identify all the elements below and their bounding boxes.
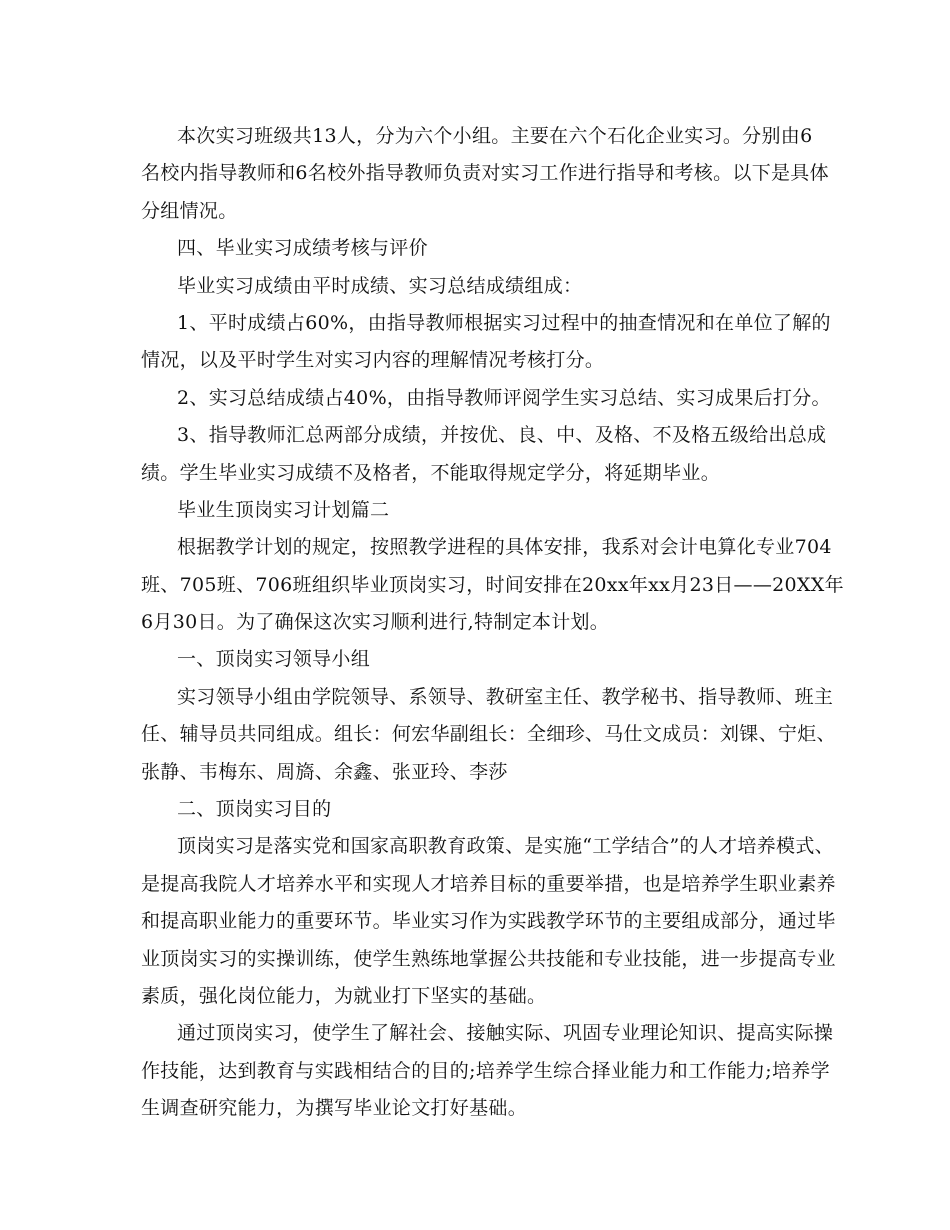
text-line: 素质，强化岗位能力，为就业打下坚实的基础。 (141, 984, 547, 1007)
text-line: 作技能，达到教育与实践相结合的目的;培养学生综合择业能力和工作能力;培养学 (141, 1059, 830, 1082)
text-line: 四、毕业实习成绩考核与评价 (177, 237, 428, 260)
text-line: 1、平时成绩占60%，由指导教师根据实习过程中的抽查情况和在单位了解的 (177, 311, 831, 334)
text-line: 业顶岗实习的实操训练，使学生熟练地掌握公共技能和专业技能，进一步提高专业 (141, 947, 836, 970)
text-line: 毕业实习成绩由平时成绩、实习总结成绩组成： (177, 274, 583, 297)
text-line: 2、实习总结成绩占40%，由指导教师评阅学生实习总结、实习成果后打分。 (177, 386, 831, 409)
text-line: 根据教学计划的规定，按照教学进程的具体安排，我系对会计电算化专业704 (177, 536, 832, 559)
text-line: 二、顶岗实习目的 (177, 798, 332, 821)
text-line: 情况，以及平时学生对实习内容的理解情况考核打分。 (141, 349, 605, 372)
text-line: 一、顶岗实习领导小组 (177, 648, 371, 671)
text-line: 顶岗实习是落实党和国家高职教育政策、是实施“工学结合”的人才培养模式、 (177, 835, 834, 858)
text-line: 实习领导小组由学院领导、系领导、教研室主任、教学秘书、指导教师、班主 (177, 685, 834, 708)
text-line: 班、705班、706班组织毕业顶岗实习，时间安排在20xx年xx月23日——20XX年 (141, 573, 844, 596)
document-body (141, 118, 844, 1128)
text-line: 分组情况。 (141, 199, 238, 222)
text-line: 绩。学生毕业实习成绩不及格者，不能取得规定学分，将延期毕业。 (141, 461, 721, 484)
text-line: 3、指导教师汇总两部分成绩，并按优、良、中、及格、不及格五级给出总成 (177, 424, 827, 447)
text-line: 6月30日。为了确保这次实习顺利进行,特制定本计划。 (141, 611, 610, 634)
text-line: 和提高职业能力的重要环节。毕业实习作为实践教学环节的主要组成部分，通过毕 (141, 910, 836, 933)
text-line: 任、辅导员共同组成。组长：何宏华副组长：全细珍、马仕文成员：刘锞、宁炬、 (141, 723, 836, 746)
text-line: 生调查研究能力，为撰写毕业论文打好基础。 (141, 1097, 528, 1120)
text-line: 本次实习班级共13人，分为六个小组。主要在六个石化企业实习。分别由6 (177, 125, 813, 147)
text-line: 通过顶岗实习，使学生了解社会、接触实际、巩固专业理论知识、提高实际操 (177, 1022, 834, 1045)
text-line: 张静、韦梅东、周旖、余鑫、张亚玲、李莎 (141, 760, 508, 783)
text-line: 名校内指导教师和6名校外指导教师负责对实习工作进行指导和考核。以下是具体 (141, 162, 829, 185)
text-line: 是提高我院人才培养水平和实现人才培养目标的重要举措，也是培养学生职业素养 (141, 872, 836, 895)
text-line: 毕业生顶岗实习计划篇二 (177, 498, 390, 521)
